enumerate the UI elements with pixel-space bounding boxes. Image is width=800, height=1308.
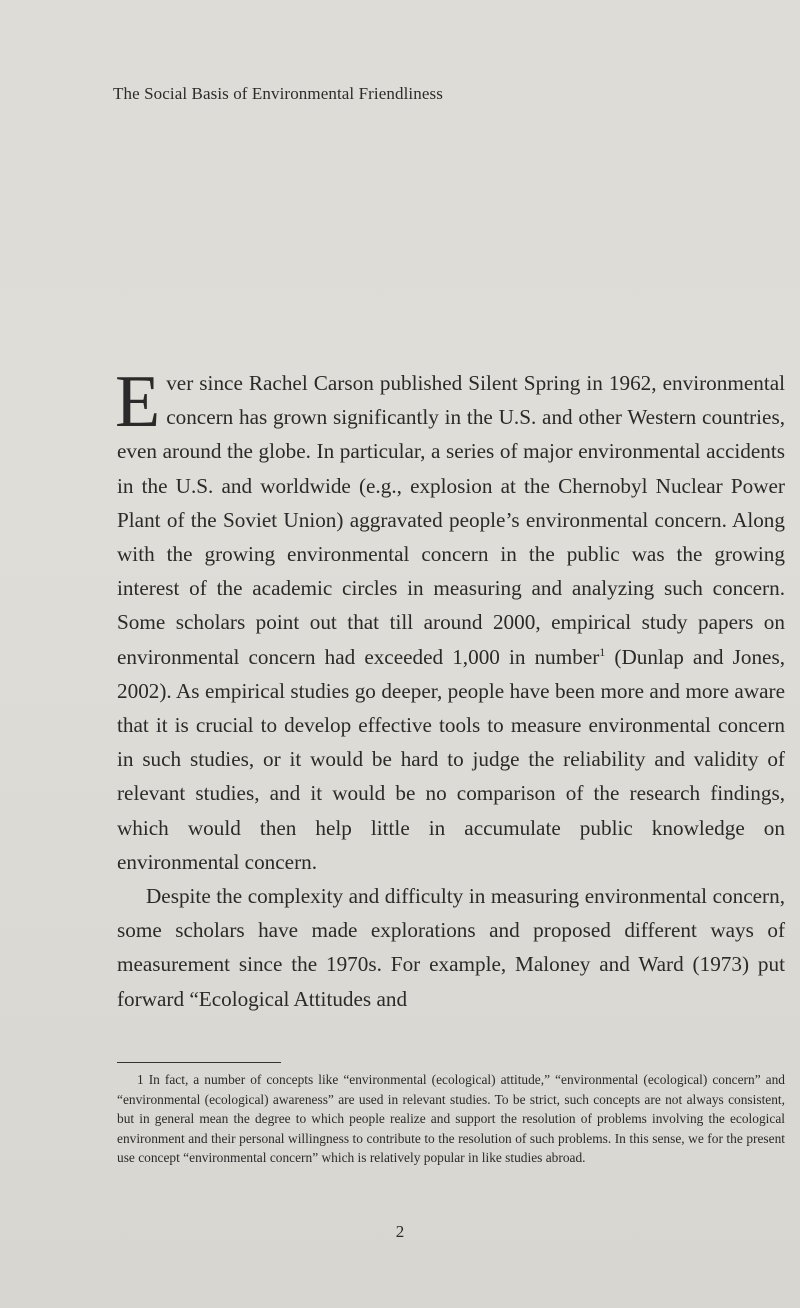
paragraph-1-text: ver since Rachel Carson published Silent Spring in 1962, environmental concern has grown significantly in the U.S. and other Western countries, even around the globe. In particular, a series of major environmental accidents in the U.S. and worldwide (e.g., explosion at the Chernobyl Nuclear Power Plant of the Soviet Union) aggravated people’s environmental concern. Along with the growing environmental concern in the public was the growing interest of the academic circles in measuring and analyzing such concern. Some scholars point out that till around 2000, empirical study papers on environmental concern had exceeded 1,000 in number <box>117 371 785 669</box>
footnote-text: In fact, a number of concepts like “environmental (ecological) attitude,” “environmental (ecological) concern” and “environmental (ecological) awareness” are used in relevant studies. To be strict, such concepts are not always consistent, but in general mean the degree to which people realize and support the resolution of problems involving the ecological environment and their personal willingness to contribute to the resolution of such problems. In this sense, we for the present use concept “environmental concern” which is relatively popular in like studies abroad. <box>117 1072 785 1166</box>
footnote-number: 1 <box>137 1072 144 1087</box>
paragraph-1 <box>115 361 785 879</box>
page-number: 2 <box>395 1222 405 1241</box>
footnote-rule <box>117 1062 281 1063</box>
footnote-reference: 1 <box>599 644 606 659</box>
footnote <box>117 1070 785 1168</box>
drop-cap: E <box>115 361 161 443</box>
body-text <box>115 361 785 1016</box>
running-head: The Social Basis of Environmental Friendliness <box>113 84 443 103</box>
paragraph-2: Despite the complexity and difficulty in measuring environmental concern, some scholars have made explorations and proposed different ways of measurement since the 1970s. For example, Maloney and Ward (1973) put forward “Ecological Attitudes and <box>117 884 785 1011</box>
paragraph-1-tail: (Dunlap and Jones, 2002). As empirical studies go deeper, people have been more and more aware that it is crucial to develop effective tools to measure environmental concern in such studies, or it would be hard to judge the reliability and validity of relevant studies, and it would be no comparison of the research findings, which would then help little in accumulate public knowledge on environmental concern. <box>117 644 785 874</box>
